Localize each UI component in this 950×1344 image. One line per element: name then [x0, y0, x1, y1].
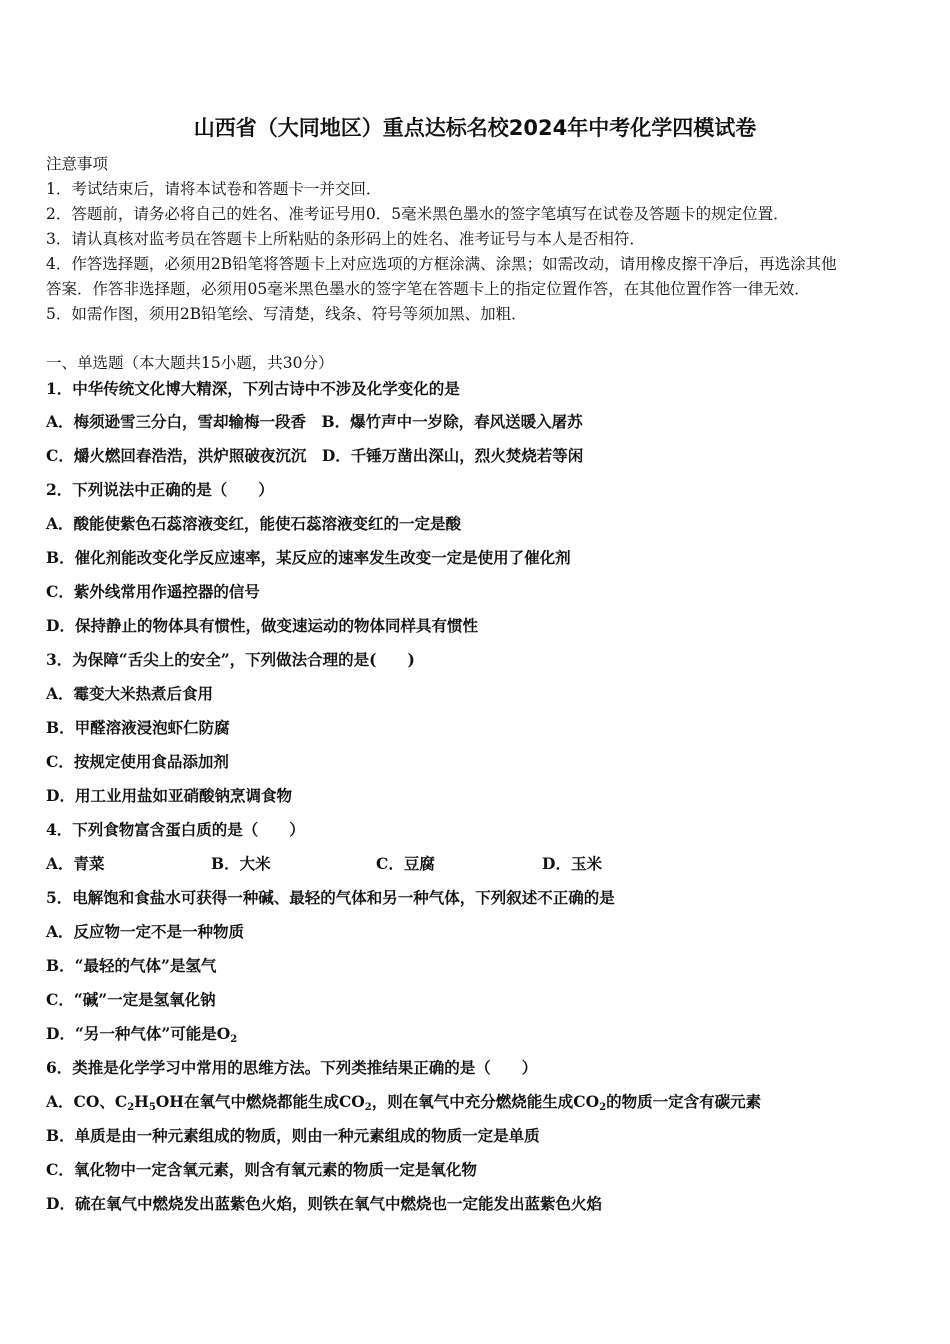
subscript: 2: [230, 1034, 238, 1045]
subscript: 5: [148, 1102, 156, 1113]
question-1-stem: 1．中华传统文化博大精深，下列古诗中不涉及化学变化的是: [46, 379, 460, 398]
question-4-option-b: B．大米: [211, 854, 271, 873]
notice-item: 3．请认真核对监考员在答题卡上所粘贴的条形码上的姓名、准考证号与本人是否相符．: [46, 230, 645, 248]
question-3-option-d: D．用工业用盐如亚硝酸钠烹调食物: [46, 786, 292, 805]
subscript: 2: [127, 1102, 135, 1113]
subscript: 2: [599, 1102, 607, 1113]
question-2-option-a: A．酸能使紫色石蕊溶液变红，能使石蕊溶液变红的一定是酸: [46, 514, 462, 533]
text-part: A．CO、C: [46, 1092, 128, 1111]
notice-item: 4．作答选择题，必须用2B铅笔将答题卡上对应选项的方框涂满、涂黑；如需改动，请用橡皮擦干净后，再选涂其他: [46, 255, 837, 273]
question-4-option-d: D．玉米: [542, 854, 602, 873]
notice-heading: 注意事项: [46, 155, 109, 173]
question-4-option-c: C．豆腐: [376, 854, 435, 873]
question-5-option-b: B．“最轻的气体”是氢气: [46, 956, 217, 975]
question-6-option-d: D．硫在氧气中燃烧发出蓝紫色火焰，则铁在氧气中燃烧也一定能发出蓝紫色火焰: [46, 1194, 602, 1213]
text-part: H: [134, 1092, 149, 1111]
question-2-option-d: D．保持静止的物体具有惯性，做变速运动的物体同样具有惯性: [46, 616, 478, 635]
question-2-option-c: C．紫外线常用作遥控器的信号: [46, 582, 260, 601]
notice-item: 1．考试结束后，请将本试卷和答题卡一并交回．: [46, 180, 382, 198]
notice-item: 5．如需作图，须用2B铅笔绘、写清楚，线条、符号等须加黑、加粗．: [46, 305, 527, 323]
text-part: ，则在氧气中充分燃烧能生成CO: [371, 1092, 600, 1111]
notice-item: 答案．作答非选择题，必须用05毫米黑色墨水的签字笔在答题卡上的指定位置作答，在其他位置作答一律无效．: [46, 280, 810, 298]
question-3-option-c: C．按规定使用食品添加剂: [46, 752, 229, 771]
section-heading: 一、单选题（本大题共15小题，共30分）: [46, 354, 334, 372]
question-4-option-a: A．青菜: [46, 854, 105, 873]
subscript: 2: [364, 1102, 372, 1113]
question-1-options-cd: C．爝火燃回春浩浩，洪炉照破夜沉沉 D．千锤万凿出深山，烈火焚烧若等闲: [46, 446, 584, 465]
question-6-option-c: C．氧化物中一定含氧元素，则含有氧元素的物质一定是氧化物: [46, 1160, 477, 1179]
question-6-stem: 6．类推是化学学习中常用的思维方法。下列类推结果正确的是（ ）: [46, 1058, 538, 1077]
text-part: OH在氧气中燃烧都能生成CO: [155, 1092, 365, 1111]
question-5-option-a: A．反应物一定不是一种物质: [46, 922, 245, 941]
text-part: 的物质一定含有碳元素: [606, 1092, 762, 1111]
question-2-stem: 2．下列说法中正确的是（ ）: [46, 480, 274, 499]
notice-item: 2．答题前，请务必将自己的姓名、准考证号用0．5毫米黑色墨水的签字笔填写在试卷及答题卡的规定位置．: [46, 205, 789, 223]
question-3-stem: 3．为保障“舌尖上的安全”，下列做法合理的是( ): [46, 650, 415, 669]
question-2-option-b: B．催化剂能改变化学反应速率，某反应的速率发生改变一定是使用了催化剂: [46, 548, 571, 567]
question-6-option-a: [46, 1090, 761, 1112]
question-5-option-c: C．“碱”一定是氢氧化钠: [46, 990, 216, 1009]
question-5-stem: 5．电解饱和食盐水可获得一种碱、最轻的气体和另一种气体，下列叙述不正确的是: [46, 888, 615, 907]
question-5-option-d-text: D．“另一种气体”可能是O: [46, 1024, 231, 1043]
question-3-option-b: B．甲醛溶液浸泡虾仁防腐: [46, 718, 230, 737]
question-4-stem: 4．下列食物富含蛋白质的是（ ）: [46, 820, 305, 839]
question-6-option-b: B．单质是由一种元素组成的物质，则由一种元素组成的物质一定是单质: [46, 1126, 540, 1145]
question-4-options: [46, 852, 602, 874]
question-5-option-d: [46, 1022, 237, 1044]
question-3-option-a: A．霉变大米热煮后食用: [46, 684, 214, 703]
question-1-options-ab: A．梅须逊雪三分白，雪却输梅一段香 B．爆竹声中一岁除，春风送暖入屠苏: [46, 412, 583, 431]
page-title: 山西省（大同地区）重点达标名校2024年中考化学四模试卷: [193, 116, 757, 140]
